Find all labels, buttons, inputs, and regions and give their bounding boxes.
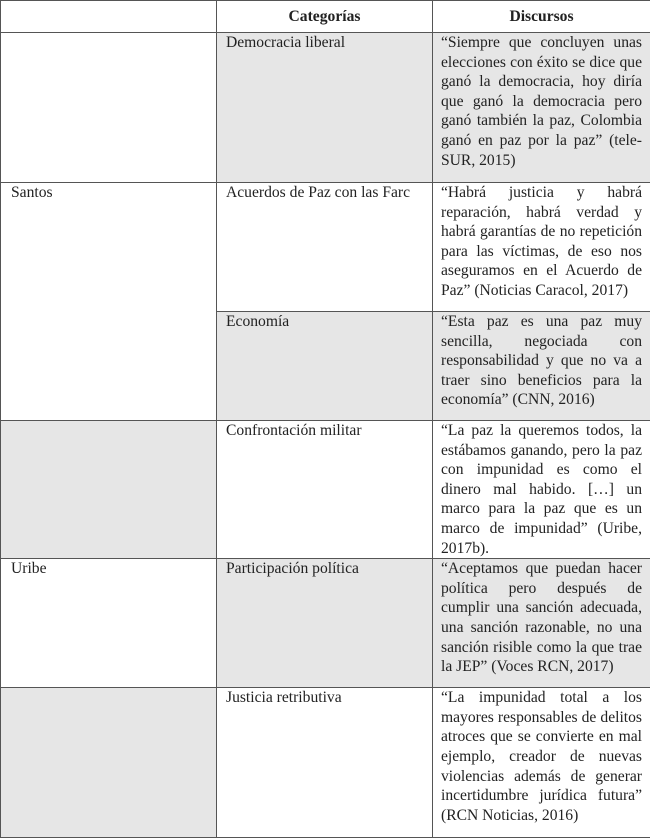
discourse-cell: “Esta paz es una paz muy sencilla, negociada con responsabilidad y que no va a traer sino beneficios para la economía” (CNN, 2016) [433, 312, 650, 421]
category-cell: Justicia retributiva [217, 688, 433, 838]
table-row [1, 183, 650, 312]
header-categories: Categorías [217, 1, 433, 33]
table-row [1, 421, 650, 559]
table-row [1, 33, 650, 183]
discourse-cell: “Aceptamos que puedan hacer política pero después de cumplir una sanción adecuada, una sanción razonable, no una sanción risible como la que trae la JEP” (Voces RCN, 2017) [433, 559, 650, 688]
discourse-cell: “La paz la queremos todos, la estábamos ganando, pero la paz con impunidad es como el dinero mal habido. […] un marco para la paz que es un marco de impunidad” (Uribe, 2017b). [433, 421, 650, 559]
speaker-cell: Uribe [1, 559, 217, 688]
category-cell: Acuerdos de Paz con las Farc [217, 183, 433, 312]
table-row [1, 559, 650, 688]
header-discourses: Discursos [433, 1, 650, 33]
category-cell: Economía [217, 312, 433, 421]
speaker-cell [1, 421, 217, 559]
discourse-cell: “Habrá justicia y habrá reparación, habrá verdad y habrá garantías de no repetición para las víctimas, de eso nos aseguramos en el Acuerdo de Paz” (Noticias Caracol, 2017) [433, 183, 650, 312]
discourse-cell: “Siempre que concluyen unas elecciones con éxito se dice que ganó la democracia, hoy diría que ganó la democracia pero ganó también la paz, Colombia ganó en paz por la paz” (tele-SUR, 2015) [433, 33, 650, 183]
header-speaker [1, 1, 217, 33]
table-row [1, 688, 650, 838]
speaker-cell [1, 33, 217, 183]
header-row [1, 1, 650, 33]
discourse-cell: “La impunidad total a los mayores responsables de delitos atroces que se convierte en mal ejemplo, creador de nuevas violencias además de generar incertidumbre jurídica futura” (RCN Noticias, 2016) [433, 688, 650, 838]
category-cell: Confrontación militar [217, 421, 433, 559]
category-cell: Democracia liberal [217, 33, 433, 183]
speaker-cell: Santos [1, 183, 217, 421]
category-cell: Participación política [217, 559, 433, 688]
speaker-cell [1, 688, 217, 838]
